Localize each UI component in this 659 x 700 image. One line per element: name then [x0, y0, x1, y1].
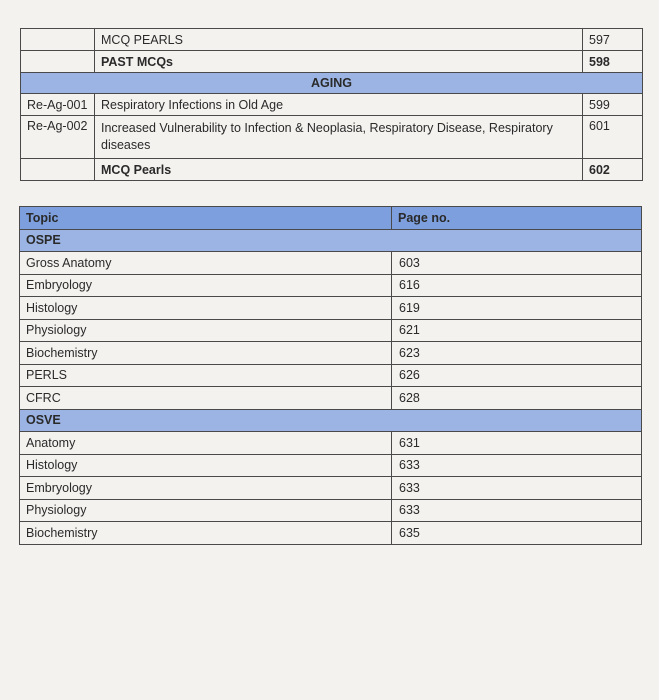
row-code: Re-Ag-002	[21, 116, 95, 159]
section-title: AGING	[21, 73, 643, 94]
group-title: OSVE	[20, 409, 642, 432]
page-cell: 635	[392, 522, 642, 545]
row-code	[21, 51, 95, 73]
page-cell: 633	[392, 454, 642, 477]
topic-cell: Biochemistry	[20, 522, 392, 545]
row-title: MCQ Pearls	[95, 159, 583, 181]
page-cell: 628	[392, 387, 642, 410]
topic-cell: PERLS	[20, 364, 392, 387]
row-page: 599	[583, 94, 643, 116]
section-header-aging	[21, 73, 643, 94]
page-cell: 616	[392, 274, 642, 297]
table-row	[21, 51, 643, 73]
topic-cell: Histology	[20, 454, 392, 477]
row-page: 597	[583, 29, 643, 51]
table-row	[20, 522, 642, 545]
page-cell: 626	[392, 364, 642, 387]
topic-cell: Embryology	[20, 274, 392, 297]
assessment-index-table	[19, 206, 642, 545]
page-cell: 633	[392, 499, 642, 522]
table-row	[21, 94, 643, 116]
topic-cell: Anatomy	[20, 432, 392, 455]
row-title: MCQ PEARLS	[95, 29, 583, 51]
page-cell: 633	[392, 477, 642, 500]
page-cell: 623	[392, 342, 642, 365]
group-header-osve	[20, 409, 642, 432]
row-title: Respiratory Infections in Old Age	[95, 94, 583, 116]
topic-cell: Embryology	[20, 477, 392, 500]
table-row	[21, 159, 643, 181]
aging-contents-table	[20, 28, 643, 181]
table-row	[20, 252, 642, 275]
row-title: PAST MCQs	[95, 51, 583, 73]
topic-cell: Gross Anatomy	[20, 252, 392, 275]
table-row	[20, 499, 642, 522]
table-row	[20, 297, 642, 320]
page-cell: 619	[392, 297, 642, 320]
page-cell: 603	[392, 252, 642, 275]
table-row	[20, 364, 642, 387]
row-page: 602	[583, 159, 643, 181]
row-code: Re-Ag-001	[21, 94, 95, 116]
table-header	[20, 207, 642, 230]
table-row	[20, 319, 642, 342]
table-row	[20, 342, 642, 365]
row-page: 598	[583, 51, 643, 73]
row-title: Increased Vulnerability to Infection & Neoplasia, Respiratory Disease, Respiratory diseases	[95, 116, 583, 159]
page-cell: 631	[392, 432, 642, 455]
table-row	[20, 477, 642, 500]
table-row	[21, 29, 643, 51]
row-code	[21, 29, 95, 51]
table-row	[20, 274, 642, 297]
group-title: OSPE	[20, 229, 642, 252]
page-header: Page no.	[392, 207, 642, 230]
row-page: 601	[583, 116, 643, 159]
topic-cell: Physiology	[20, 499, 392, 522]
page-cell: 621	[392, 319, 642, 342]
table-row	[20, 387, 642, 410]
group-header-ospe	[20, 229, 642, 252]
table-row	[20, 432, 642, 455]
topic-cell: Histology	[20, 297, 392, 320]
topic-header: Topic	[20, 207, 392, 230]
table-row	[21, 116, 643, 159]
row-code	[21, 159, 95, 181]
topic-cell: Biochemistry	[20, 342, 392, 365]
topic-cell: CFRC	[20, 387, 392, 410]
table-row	[20, 454, 642, 477]
topic-cell: Physiology	[20, 319, 392, 342]
